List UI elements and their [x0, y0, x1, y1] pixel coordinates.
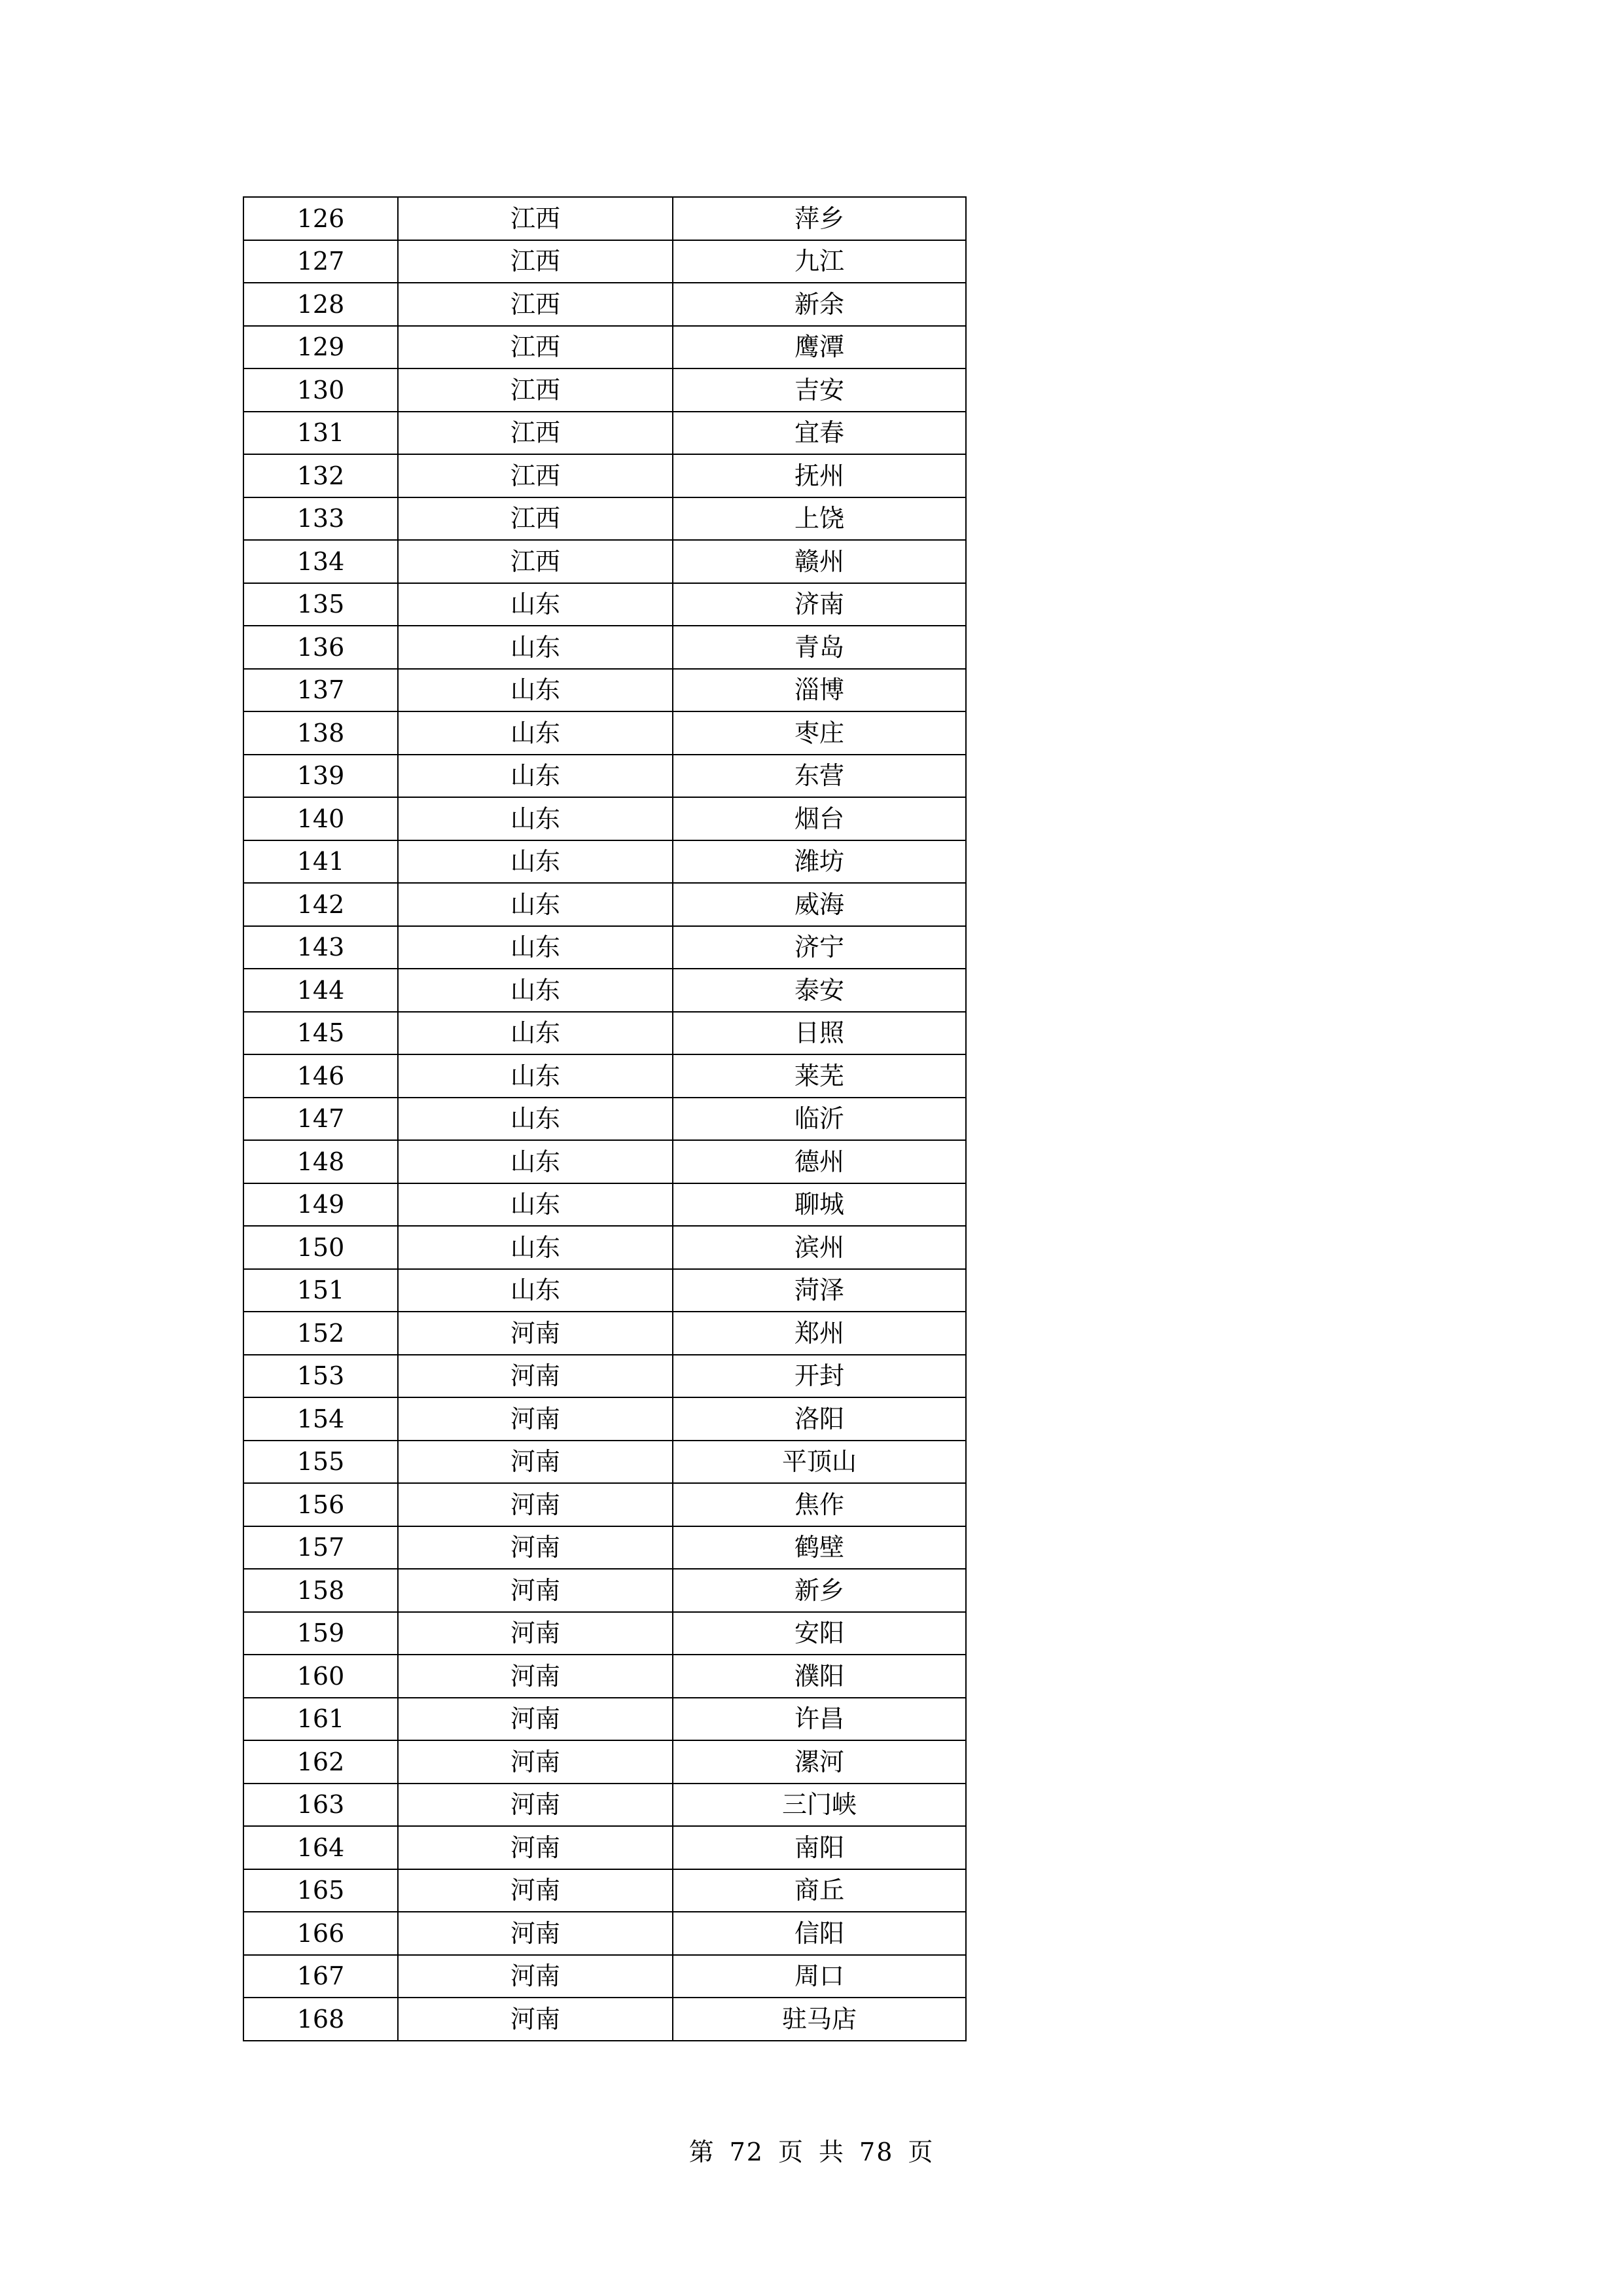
- province-cell: 山东: [398, 1054, 673, 1098]
- table-row: [243, 412, 966, 455]
- city-cell: 东营: [673, 755, 966, 798]
- row-number-cell: 159: [243, 1612, 398, 1655]
- table-row: [243, 1655, 966, 1698]
- province-cell: 河南: [398, 1569, 673, 1612]
- row-number-cell: 128: [243, 283, 398, 326]
- table-row: [243, 626, 966, 669]
- row-number-cell: 148: [243, 1140, 398, 1183]
- table-row: [243, 926, 966, 969]
- row-number-cell: 157: [243, 1526, 398, 1570]
- city-cell: 萍乡: [673, 197, 966, 240]
- city-cell: 赣州: [673, 540, 966, 583]
- city-cell: 德州: [673, 1140, 966, 1183]
- province-cell: 河南: [398, 1612, 673, 1655]
- table-row: [243, 1955, 966, 1998]
- city-cell: 莱芜: [673, 1054, 966, 1098]
- city-cell: 烟台: [673, 797, 966, 840]
- row-number-cell: 153: [243, 1355, 398, 1398]
- city-cell: 日照: [673, 1012, 966, 1055]
- row-number-cell: 142: [243, 883, 398, 926]
- footer-total-pages: 78: [859, 2138, 894, 2166]
- row-number-cell: 167: [243, 1955, 398, 1998]
- table-row: [243, 368, 966, 412]
- province-cell: 河南: [398, 1483, 673, 1526]
- footer-suffix: 页: [908, 2138, 935, 2166]
- province-cell: 山东: [398, 1098, 673, 1141]
- row-number-cell: 140: [243, 797, 398, 840]
- row-number-cell: 134: [243, 540, 398, 583]
- table-row: [243, 1269, 966, 1312]
- city-cell: 滨州: [673, 1226, 966, 1269]
- table-row: [243, 1912, 966, 1955]
- row-number-cell: 151: [243, 1269, 398, 1312]
- table-row: [243, 969, 966, 1012]
- province-cell: 河南: [398, 1655, 673, 1698]
- row-number-cell: 162: [243, 1740, 398, 1784]
- city-cell: 抚州: [673, 454, 966, 497]
- table-row: [243, 1998, 966, 2041]
- city-cell: 临沂: [673, 1098, 966, 1141]
- city-cell: 济宁: [673, 926, 966, 969]
- row-number-cell: 152: [243, 1312, 398, 1355]
- province-cell: 江西: [398, 197, 673, 240]
- province-cell: 河南: [398, 1397, 673, 1441]
- row-number-cell: 135: [243, 583, 398, 626]
- row-number-cell: 161: [243, 1698, 398, 1741]
- table-row: [243, 1312, 966, 1355]
- row-number-cell: 168: [243, 1998, 398, 2041]
- row-number-cell: 138: [243, 711, 398, 755]
- row-number-cell: 145: [243, 1012, 398, 1055]
- row-number-cell: 137: [243, 669, 398, 712]
- table-row: [243, 669, 966, 712]
- province-cell: 河南: [398, 1784, 673, 1827]
- row-number-cell: 131: [243, 412, 398, 455]
- table-row: [243, 583, 966, 626]
- row-number-cell: 133: [243, 497, 398, 541]
- row-number-cell: 126: [243, 197, 398, 240]
- province-cell: 山东: [398, 1226, 673, 1269]
- province-cell: 山东: [398, 1140, 673, 1183]
- province-cell: 山东: [398, 669, 673, 712]
- city-cell: 周口: [673, 1955, 966, 1998]
- row-number-cell: 139: [243, 755, 398, 798]
- table-row: [243, 1612, 966, 1655]
- row-number-cell: 155: [243, 1441, 398, 1484]
- row-number-cell: 166: [243, 1912, 398, 1955]
- row-number-cell: 132: [243, 454, 398, 497]
- city-cell: 安阳: [673, 1612, 966, 1655]
- table-row: [243, 1784, 966, 1827]
- province-cell: 山东: [398, 1012, 673, 1055]
- city-cell: 开封: [673, 1355, 966, 1398]
- city-cell: 漯河: [673, 1740, 966, 1784]
- table-row: [243, 1355, 966, 1398]
- table-row: [243, 197, 966, 240]
- table-row: [243, 1140, 966, 1183]
- row-number-cell: 156: [243, 1483, 398, 1526]
- province-cell: 河南: [398, 1698, 673, 1741]
- table-row: [243, 797, 966, 840]
- row-number-cell: 164: [243, 1826, 398, 1869]
- table-row: [243, 1526, 966, 1570]
- row-number-cell: 160: [243, 1655, 398, 1698]
- province-cell: 山东: [398, 711, 673, 755]
- footer-page-word: 页: [777, 2138, 804, 2166]
- table-row: [243, 1569, 966, 1612]
- table-row: [243, 1740, 966, 1784]
- row-number-cell: 150: [243, 1226, 398, 1269]
- table-row: [243, 540, 966, 583]
- table-row: [243, 454, 966, 497]
- row-number-cell: 165: [243, 1869, 398, 1912]
- city-cell: 潍坊: [673, 840, 966, 884]
- city-cell: 济南: [673, 583, 966, 626]
- row-number-cell: 147: [243, 1098, 398, 1141]
- city-cell: 鹰潭: [673, 326, 966, 369]
- footer-page-number: 72: [729, 2138, 764, 2166]
- province-cell: 山东: [398, 1183, 673, 1227]
- row-number-cell: 129: [243, 326, 398, 369]
- row-number-cell: 146: [243, 1054, 398, 1098]
- city-cell: 商丘: [673, 1869, 966, 1912]
- province-cell: 河南: [398, 1869, 673, 1912]
- table-row: [243, 1698, 966, 1741]
- table-row: [243, 1483, 966, 1526]
- province-cell: 江西: [398, 283, 673, 326]
- row-number-cell: 163: [243, 1784, 398, 1827]
- city-cell: 菏泽: [673, 1269, 966, 1312]
- province-cell: 山东: [398, 1269, 673, 1312]
- footer-prefix: 第: [688, 2138, 715, 2166]
- city-cell: 泰安: [673, 969, 966, 1012]
- city-cell: 三门峡: [673, 1784, 966, 1827]
- city-cell: 新余: [673, 283, 966, 326]
- city-cell: 南阳: [673, 1826, 966, 1869]
- city-cell: 驻马店: [673, 1998, 966, 2041]
- table-row: [243, 326, 966, 369]
- city-cell: 许昌: [673, 1698, 966, 1741]
- province-cell: 河南: [398, 1740, 673, 1784]
- city-cell: 平顶山: [673, 1441, 966, 1484]
- province-cell: 山东: [398, 755, 673, 798]
- province-cell: 山东: [398, 797, 673, 840]
- city-table-body: [243, 197, 966, 2041]
- table-row: [243, 1183, 966, 1227]
- province-cell: 江西: [398, 454, 673, 497]
- province-cell: 河南: [398, 1441, 673, 1484]
- province-cell: 山东: [398, 626, 673, 669]
- city-cell: 威海: [673, 883, 966, 926]
- city-cell: 上饶: [673, 497, 966, 541]
- province-cell: 山东: [398, 840, 673, 884]
- province-cell: 河南: [398, 1312, 673, 1355]
- footer-total-word: 共: [819, 2138, 846, 2166]
- city-cell: 信阳: [673, 1912, 966, 1955]
- city-cell: 鹤壁: [673, 1526, 966, 1570]
- province-cell: 河南: [398, 1998, 673, 2041]
- table-row: [243, 755, 966, 798]
- table-row: [243, 1012, 966, 1055]
- city-cell: 淄博: [673, 669, 966, 712]
- table-row: [243, 283, 966, 326]
- province-cell: 山东: [398, 969, 673, 1012]
- table-row: [243, 1441, 966, 1484]
- city-cell: 宜春: [673, 412, 966, 455]
- city-cell: 枣庄: [673, 711, 966, 755]
- city-cell: 洛阳: [673, 1397, 966, 1441]
- table-row: [243, 240, 966, 283]
- city-cell: 新乡: [673, 1569, 966, 1612]
- table-row: [243, 840, 966, 884]
- city-cell: 濮阳: [673, 1655, 966, 1698]
- city-cell: 郑州: [673, 1312, 966, 1355]
- city-cell: 青岛: [673, 626, 966, 669]
- city-cell: 聊城: [673, 1183, 966, 1227]
- province-cell: 河南: [398, 1955, 673, 1998]
- table-row: [243, 497, 966, 541]
- province-cell: 河南: [398, 1526, 673, 1570]
- table-row: [243, 1054, 966, 1098]
- row-number-cell: 158: [243, 1569, 398, 1612]
- province-cell: 江西: [398, 326, 673, 369]
- table-row: [243, 711, 966, 755]
- table-row: [243, 1226, 966, 1269]
- province-cell: 河南: [398, 1826, 673, 1869]
- province-cell: 江西: [398, 497, 673, 541]
- table-row: [243, 1098, 966, 1141]
- city-cell: 焦作: [673, 1483, 966, 1526]
- province-cell: 江西: [398, 412, 673, 455]
- city-table: [243, 196, 967, 2041]
- province-cell: 河南: [398, 1912, 673, 1955]
- table-row: [243, 883, 966, 926]
- row-number-cell: 143: [243, 926, 398, 969]
- table-row: [243, 1869, 966, 1912]
- province-cell: 山东: [398, 583, 673, 626]
- province-cell: 河南: [398, 1355, 673, 1398]
- city-cell: 吉安: [673, 368, 966, 412]
- row-number-cell: 130: [243, 368, 398, 412]
- row-number-cell: 144: [243, 969, 398, 1012]
- province-cell: 江西: [398, 240, 673, 283]
- city-cell: 九江: [673, 240, 966, 283]
- row-number-cell: 127: [243, 240, 398, 283]
- row-number-cell: 141: [243, 840, 398, 884]
- province-cell: 江西: [398, 540, 673, 583]
- province-cell: 山东: [398, 926, 673, 969]
- table-row: [243, 1397, 966, 1441]
- row-number-cell: 154: [243, 1397, 398, 1441]
- table-row: [243, 1826, 966, 1869]
- province-cell: 山东: [398, 883, 673, 926]
- page-footer: [0, 2135, 1623, 2169]
- row-number-cell: 136: [243, 626, 398, 669]
- row-number-cell: 149: [243, 1183, 398, 1227]
- province-cell: 江西: [398, 368, 673, 412]
